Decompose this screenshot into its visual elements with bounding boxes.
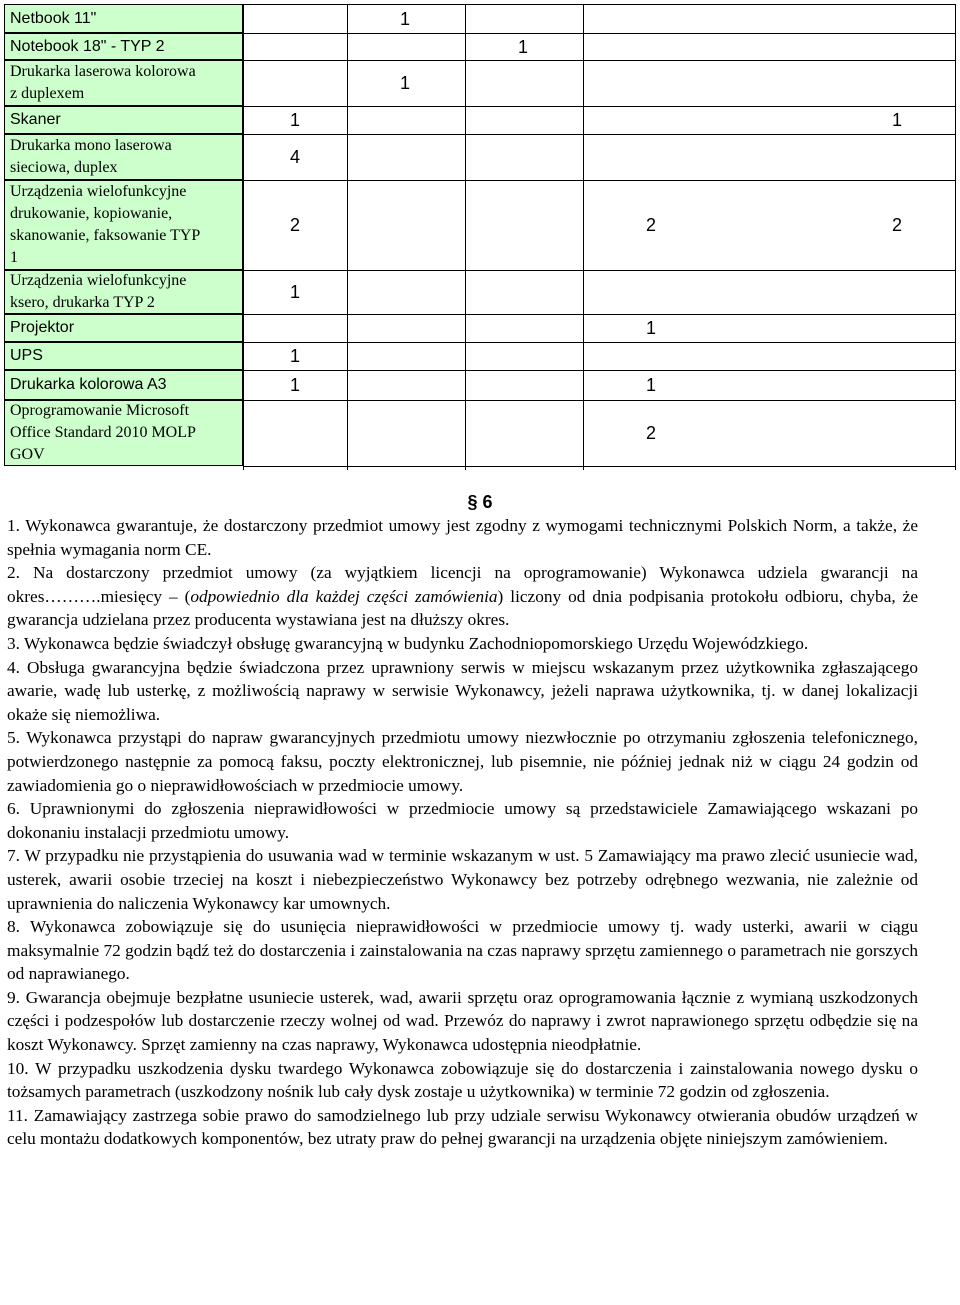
quantity-cell: 1 (517, 36, 529, 57)
equipment-name-cell (4, 342, 243, 370)
quantity-cell: 1 (891, 110, 903, 130)
paragraph-6: 6. Uprawnionymi do zgłoszenia nieprawidłowości w przedmiocie umowy są przedstawiciele Zamawiającego wskazani po dokonaniu instalacji przedmiotu umowy. (7, 799, 918, 842)
equipment-name-line: sieciowa, duplex (10, 159, 118, 176)
equipment-name-line: Netbook 11" (10, 9, 97, 27)
equipment-name-line: drukowanie, kopiowanie, (10, 205, 173, 222)
table-row (0, 270, 960, 314)
quantity-cell: 1 (289, 346, 301, 366)
paragraph-2-part-a: 2. Na dostarczony przedmiot umowy (za wyjątkiem licencji na oprogramowanie) Wykonawca udziela gwarancji na okres……….miesięcy – ( (7, 563, 918, 606)
equipment-name-cell (4, 60, 243, 106)
paragraph-7: 7. W przypadku nie przystąpienia do usuwania wad w terminie wskazanym w ust. 5 Zamawiający ma prawo zlecić usuniecie wad, usterek, awarii osobie trzeciej na koszt i niebezpieczeństwo Wykonawcy bez potrzeby odrębnego wezwania, nie zależnie od uprawnienia do naliczenia Wykonawcy kar umownych. (7, 846, 918, 913)
quantity-cell: 1 (645, 318, 657, 338)
equipment-name-cell (4, 180, 243, 270)
equipment-name-line: Urządzenia wielofunkcyjne (10, 272, 187, 289)
table-row (0, 400, 960, 466)
quantity-cell: 1 (289, 282, 301, 302)
paragraph-2-part-c: ) liczony od dnia podpisania protokołu odbioru, chyba, że gwarancja udzielana przez producenta wystawiana jest na dłuższy okres. (7, 586, 918, 630)
equipment-name-line: Drukarka laserowa kolorowa (10, 63, 196, 80)
table-row (0, 4, 960, 33)
table-gridline (955, 4, 956, 470)
equipment-name-cell (4, 33, 243, 60)
table-gridline (243, 342, 955, 343)
equipment-name-line: Urządzenia wielofunkcyjne (10, 183, 187, 200)
table-gridline (243, 134, 955, 135)
paragraph-9: 9. Gwarancja obejmuje bezpłatne usuniecie usterek, wad, awarii sprzętu oraz oprogramowania łącznie z wymianą uszkodzonych części i podzespołów lub dostarczenie rzeczy wolnej od wad. Przewóz do naprawy i zwrot naprawionego sprzętu odbędzie się na koszt Wykonawcy. Sprzęt zamienny na czas naprawy, Wykonawca udostępnia nieodpłatnie. (7, 987, 918, 1055)
quantity-cell: 1 (289, 375, 301, 395)
equipment-name-line: Oprogramowanie Microsoft (10, 402, 190, 419)
table-row (0, 370, 960, 400)
table-gridline (243, 466, 955, 467)
paragraph-2-italic: odpowiednio dla każdej części zamówienia (190, 586, 498, 606)
table-gridline (243, 33, 955, 34)
equipment-name-line: ksero, drukarka TYP 2 (10, 294, 155, 311)
paragraph-1: 1. Wykonawca gwarantuje, że dostarczony przedmiot umowy jest zgodny z wymogami technicznymi Polskich Norm, a także, że spełnia wymagania norm CE. (7, 516, 918, 559)
equipment-name-cell (4, 314, 243, 342)
table-gridline (243, 60, 955, 61)
equipment-name-cell (4, 4, 243, 33)
quantity-cell: 2 (645, 423, 657, 443)
equipment-name-line: Drukarka kolorowa A3 (10, 376, 167, 393)
table-row (0, 60, 960, 106)
quantity-cell: 2 (645, 215, 657, 235)
table-row (0, 134, 960, 180)
quantity-cell: 2 (891, 215, 903, 235)
table-gridline (243, 106, 955, 107)
equipment-name-line: z duplexem (10, 85, 85, 102)
quantity-cell: 2 (289, 215, 301, 235)
table-gridline (243, 4, 955, 5)
equipment-name-cell (4, 400, 243, 466)
equipment-name-line: Notebook 18" - TYP 2 (10, 37, 165, 55)
paragraph-4: 4. Obsługa gwarancyjna będzie świadczona przez uprawniony serwis w miejscu wskazanym przez użytkownika zgłaszającego awarie, wadę lub usterkę, z możliwością naprawy w serwisie Wykonawcy, jeżeli naprawa użytkownika, tj. w danej lokalizacji okaże się niemożliwa. (7, 657, 918, 724)
equipment-name-line: GOV (10, 446, 45, 463)
terms-text (7, 514, 918, 1151)
equipment-name-line: UPS (10, 347, 43, 364)
equipment-name-line: Projektor (10, 319, 75, 336)
paragraph-2 (7, 561, 918, 632)
equipment-name-line: Drukarka mono laserowa (10, 137, 172, 154)
table-row (0, 33, 960, 60)
table-row (0, 106, 960, 134)
quantity-cell: 1 (399, 8, 411, 29)
table-gridline (243, 400, 955, 401)
table-gridline (243, 370, 955, 371)
equipment-table (0, 0, 960, 470)
table-row (0, 314, 960, 342)
quantity-cell: 4 (289, 147, 301, 167)
table-row (0, 342, 960, 370)
table-gridline (243, 270, 955, 271)
equipment-name-line: 1 (10, 249, 18, 266)
quantity-cell: 1 (289, 110, 301, 130)
quantity-cell: 1 (399, 73, 411, 93)
paragraph-10: 10. W przypadku uszkodzenia dysku twardego Wykonawca zobowiązuje się do dostarczenia i zainstalowania nowego dysku o tożsamych parametrach (uszkodzony nośnik lub cały dysk zostaje u użytkownika) w terminie 72 godzin od zgłoszenia. (7, 1058, 918, 1102)
quantity-cell: 1 (645, 375, 657, 395)
equipment-name-line: Skaner (10, 111, 61, 128)
table-gridline (243, 180, 955, 181)
equipment-name-line: skanowanie, faksowanie TYP (10, 227, 201, 244)
equipment-name-line: Office Standard 2010 MOLP (10, 424, 196, 441)
section-heading: § 6 (467, 492, 493, 512)
equipment-name-cell (4, 370, 243, 400)
equipment-name-cell (4, 106, 243, 134)
table-row (0, 180, 960, 270)
paragraph-5: 5. Wykonawca przystąpi do napraw gwarancyjnych przedmiotu umowy niezwłocznie po otrzymaniu zgłoszenia telefonicznego, potwierdzonego następnie za pomocą faksu, poczty elektronicznej, lub pisemnie, nie później jednak niż w ciągu 24 godzin od zawiadomienia go o nieprawidłowościach w przedmiocie umowy. (7, 728, 918, 795)
equipment-name-cell (4, 270, 243, 314)
table-gridline (243, 314, 955, 315)
paragraph-11: 11. Zamawiający zastrzega sobie prawo do samodzielnego lub przy udziale serwisu Wykonawcy otwierania obudów urządzeń w celu montażu dodatkowych komponentów, bez utraty praw do pełnej gwarancji na urządzenia objęte niniejszym zamówieniem. (7, 1105, 918, 1149)
equipment-name-cell (4, 134, 243, 180)
paragraph-8: 8. Wykonawca zobowiązuje się do usunięcia nieprawidłowości w przedmiocie umowy tj. wady usterki, awarii w ciągu maksymalnie 72 godzin bądź też do dostarczenia i zainstalowania na czas naprawy sprzętu zamiennego o parametrach nie gorszych od naprawianego. (7, 917, 918, 984)
paragraph-3: 3. Wykonawca będzie świadczył obsługę gwarancyjną w budynku Zachodniopomorskiego Urzędu Wojewódzkiego. (7, 633, 809, 653)
